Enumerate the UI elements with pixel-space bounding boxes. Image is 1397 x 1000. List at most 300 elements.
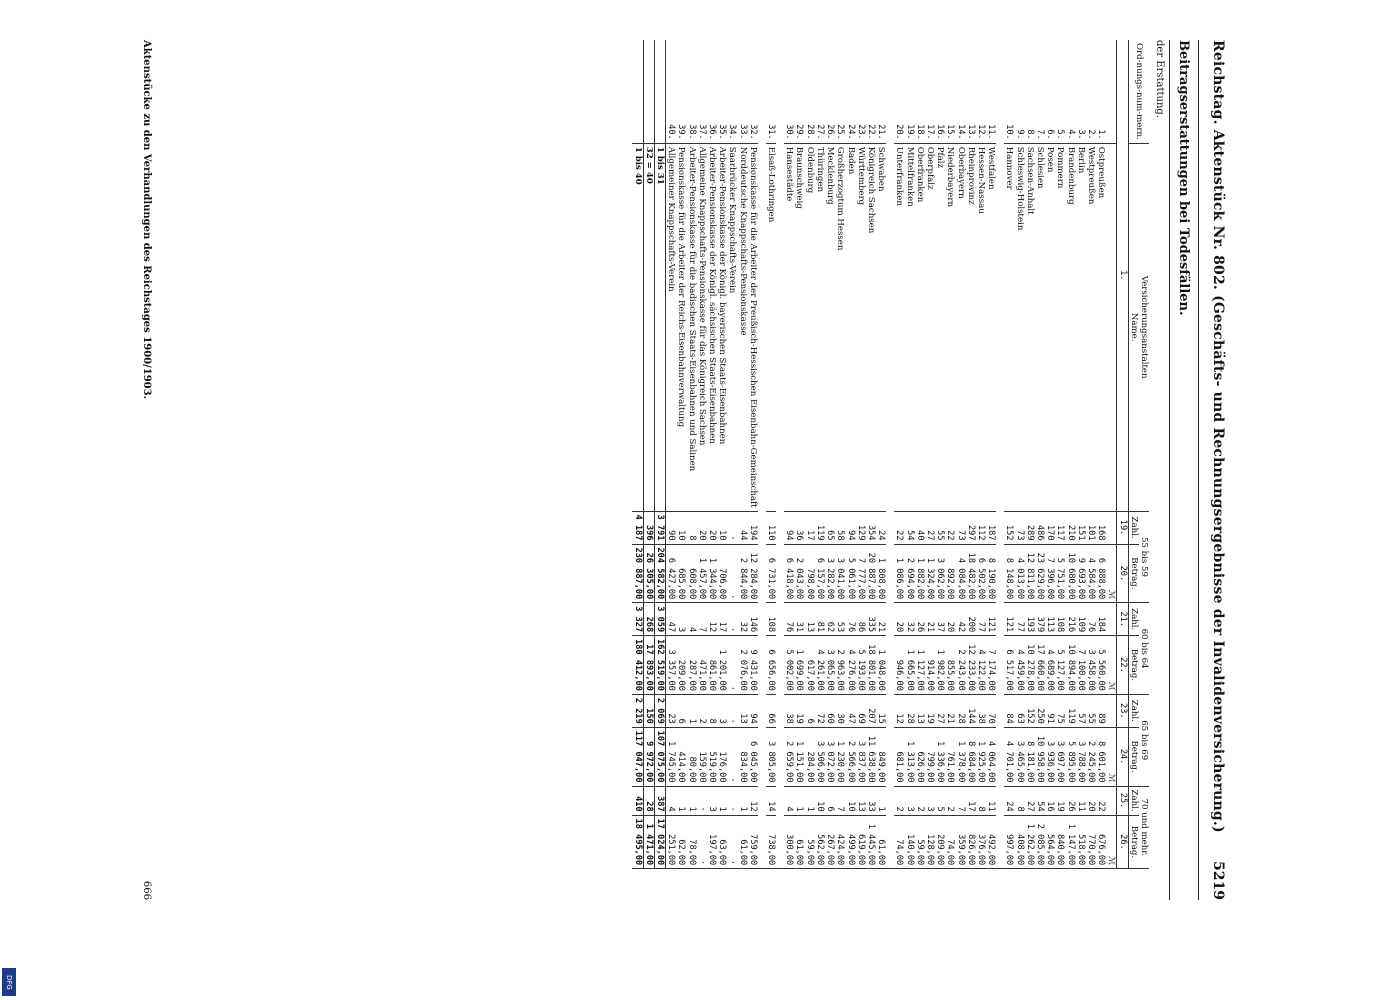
cell-z2: 12 — [707, 603, 717, 636]
cell-z2: · — [727, 603, 737, 636]
gap-cell — [886, 40, 894, 869]
cell-sum-b4: 17 024,00 — [654, 815, 665, 869]
cell-z2: 81 — [815, 603, 825, 636]
header-title: Reichstag. Aktenstück Nr. 802. (Geschäfts- und Rechnungsergebnisse der Invalidenversicherung.) — [1210, 40, 1226, 833]
cell-b1: 6 888,00 — [1096, 544, 1106, 603]
cell-b4: 62,00 — [676, 815, 686, 869]
cell-z1: 90 — [666, 511, 677, 544]
cell-ord: 12. — [976, 40, 986, 143]
cell-b3: 799,00 — [925, 727, 935, 786]
cell-b4: 826,00 — [966, 815, 976, 869]
cell-name: Oberfranken — [915, 143, 925, 511]
cell-z2: 4 — [686, 603, 696, 636]
table-row — [1076, 40, 1086, 869]
cell-z3: 6 — [676, 694, 686, 727]
cell-z2: 20 — [945, 603, 955, 636]
cell-b3: 11 638,00 — [866, 727, 876, 786]
cell-ord: 34. — [727, 40, 737, 143]
cell-b4: 376,00 — [976, 815, 986, 869]
table-row — [1025, 40, 1035, 869]
cell-z2: 76 — [1086, 603, 1096, 636]
cell-z4: 4 — [784, 786, 794, 815]
cell-sum-z2: 3 059 — [654, 603, 665, 636]
cell-sum-z4: 28 — [643, 786, 654, 815]
cell-b3: 3 837,00 — [856, 727, 866, 786]
cell-z3: 69 — [856, 694, 866, 727]
cell-b3: 176,00 — [717, 727, 727, 786]
cell-name: Pensionskasse für die Arbeiter der Reichs-Eisenbahnverwaltung — [676, 143, 686, 511]
table-row — [737, 40, 747, 869]
table-row — [717, 40, 727, 869]
cell-b1: 23 629,00 — [1035, 544, 1045, 603]
table-body — [632, 40, 1128, 869]
cell-b3: 3 506,00 — [815, 727, 825, 786]
cell-sum-b1: 230 887,00 — [632, 544, 643, 603]
cell-z4: 8 — [976, 786, 986, 815]
cell-sum-b4: 18 495,00 — [632, 815, 643, 869]
cell-name: Berlin — [1076, 143, 1086, 511]
cell-b1: 12 284,00 — [748, 544, 758, 603]
table-row — [1004, 40, 1014, 869]
cell-sum-b3: 107 075,00 — [654, 727, 665, 786]
cell-name: Schwaben — [876, 143, 886, 511]
cell-ord: 30. — [784, 40, 794, 143]
cell-z1: 55 — [935, 511, 945, 544]
table-row — [794, 40, 804, 869]
cell-z2: 3 — [676, 603, 686, 636]
cell-z1: 152 — [1004, 511, 1014, 544]
cell-z1: 354 — [866, 511, 876, 544]
cell-b1: 2 043,00 — [794, 544, 804, 603]
cell-sum-spacer — [654, 40, 665, 143]
cell-name: Brandenburg — [1065, 143, 1075, 511]
cell-z4: 6 — [825, 786, 835, 815]
cell-b1: 7 396,00 — [1045, 544, 1055, 603]
cell-z3: 3 — [717, 694, 727, 727]
cell-name: Pommern — [1055, 143, 1065, 511]
column-number: 23. — [1117, 694, 1128, 727]
cell-b2: 209,00 — [676, 636, 686, 695]
header-page-number: 5219 — [1210, 861, 1226, 900]
cell-z2: 20 — [894, 603, 904, 636]
cell-name: Baden — [845, 143, 855, 511]
row-gap — [758, 40, 766, 869]
cell-z4: 8 — [1014, 786, 1024, 815]
cell-z3: 57 — [1076, 694, 1086, 727]
table-row — [727, 40, 737, 869]
table-row — [666, 40, 677, 869]
cell-b1: 8 148,00 — [1004, 544, 1014, 603]
cell-b4: 408,00 — [1014, 815, 1024, 869]
cell-name: Oberbayern — [955, 143, 965, 511]
cell-b1: 4 584,00 — [1086, 544, 1096, 603]
table-row — [1045, 40, 1055, 869]
cell-z1: 22 — [945, 511, 955, 544]
cell-b4: 619,00 — [856, 815, 866, 869]
cell-z4: 3 — [925, 786, 935, 815]
cell-name: Pfalz — [935, 143, 945, 511]
cell-name: Arbeiter-Pensionskasse der Königl. sächsischen Staats-Eisenbahnen — [707, 143, 717, 511]
cell-b4: 562,00 — [815, 815, 825, 869]
cell-z4: 2 — [945, 786, 955, 815]
cell-z3: 60 — [825, 694, 835, 727]
cell-z2: 108 — [1055, 603, 1065, 636]
cell-z2: 113 — [1045, 603, 1055, 636]
cell-sum-b3: 117 047,00 — [632, 727, 643, 786]
cell-b3: 1 378,00 — [955, 727, 965, 786]
cell-z3: 23 — [666, 694, 677, 727]
cell-ord: 11. — [986, 40, 996, 143]
reference-text: der Erstattung. — [1154, 40, 1165, 118]
cell-b3: 3 805,00 — [766, 727, 776, 786]
table-group-header-row — [1139, 40, 1149, 869]
cell-b1: 10 680,00 — [1065, 544, 1075, 603]
table-row — [784, 40, 794, 869]
cell-z4: 17 — [966, 786, 976, 815]
cell-b3: 5 895,00 — [1065, 727, 1075, 786]
table-row — [825, 40, 835, 869]
cell-z1: 54 — [904, 511, 914, 544]
cell-sum-label: 32 = 40 — [643, 143, 654, 511]
col-header-ord: Ord-nungs-num-mern. — [1128, 40, 1149, 143]
cell-b4: 564,00 — [1045, 815, 1055, 869]
cell-b2: 3 357,00 — [666, 636, 677, 695]
cell-z2: 21 — [876, 603, 886, 636]
cell-z3: 38 — [784, 694, 794, 727]
cell-z4: 1 — [676, 786, 686, 815]
cell-sum-spacer — [632, 40, 643, 143]
table-row — [925, 40, 935, 869]
cell-name: Württemberg — [856, 143, 866, 511]
cell-ord: 3. — [1076, 40, 1086, 143]
cell-b4: 61,00 — [737, 815, 747, 869]
cell-z2: 76 — [845, 603, 855, 636]
cell-ord: 9. — [1014, 40, 1024, 143]
cell-b4: 300,00 — [784, 815, 794, 869]
col-zahl-4: Zahl. — [1128, 786, 1139, 815]
cell-b2: 471,00 — [697, 636, 707, 695]
cell-z1: 10 — [717, 511, 727, 544]
cell-b4: 676,00 — [1096, 815, 1106, 869]
cell-name: Thüringen — [815, 143, 825, 511]
cell-sum-z4: 387 — [654, 786, 665, 815]
table-row — [1055, 40, 1065, 869]
cell-b3: 1 745,00 — [666, 727, 677, 786]
cell-z2: 216 — [1065, 603, 1075, 636]
table-row — [748, 40, 758, 869]
cell-z1: 8 — [686, 511, 696, 544]
cell-name: Norddeutsche Knappschafts-Pensionskasse — [737, 143, 747, 511]
cell-ord: 21. — [876, 40, 886, 143]
cell-z3: 13 — [737, 694, 747, 727]
cell-b1: 12 811,00 — [1025, 544, 1035, 603]
table-row — [1035, 40, 1045, 869]
unit-mark: ℳ — [1106, 727, 1117, 786]
col-zahl-3: Zahl. — [1128, 694, 1139, 727]
cell-z2: 335 — [866, 603, 876, 636]
cell-ord: 33. — [737, 40, 747, 143]
cell-sum-label: 1 bis 40 — [632, 143, 643, 511]
cell-b1: 20 887,00 — [866, 544, 876, 603]
column-number: 1. — [1117, 40, 1128, 511]
cell-name: Hannover — [1004, 143, 1014, 511]
cell-name: Oberpfalz — [925, 143, 935, 511]
cell-name: Arbeiter-Pensionskasse der Königl. bayerischen Staats-Eisenbahnen — [717, 143, 727, 511]
cell-z1: 65 — [825, 511, 835, 544]
col-betrag-2: Betrag. — [1128, 636, 1139, 695]
cell-b4: 359,00 — [955, 815, 965, 869]
cell-b4: · — [727, 815, 737, 869]
cell-b1: 608,00 — [686, 544, 696, 603]
cell-b3: 3 788,00 — [1076, 727, 1086, 786]
cell-z3: 84 — [1004, 694, 1014, 727]
cell-name: Allgemeiner Knappschafts-Verein — [666, 143, 677, 511]
cell-b2: 5 002,00 — [784, 636, 794, 695]
cell-b3: 80,00 — [686, 727, 696, 786]
cell-ord: 25. — [835, 40, 845, 143]
cell-name: Mittelfranken — [904, 143, 914, 511]
cell-sum-spacer — [643, 40, 654, 143]
cell-ord: 7. — [1035, 40, 1045, 143]
cell-z1: 168 — [1096, 511, 1106, 544]
cell-b3: 3 072,00 — [825, 727, 835, 786]
cell-b2: 6 656,00 — [766, 636, 776, 695]
cell-b1: 6 502,00 — [976, 544, 986, 603]
cell-z3: 28 — [955, 694, 965, 727]
cell-b2: 18 801,00 — [866, 636, 876, 695]
cell-z4: 7 — [835, 786, 845, 815]
cell-name: Westfalen — [986, 143, 996, 511]
table-row — [904, 40, 914, 869]
cell-ord: 19. — [904, 40, 914, 143]
table-row — [766, 40, 776, 869]
column-number: 26. — [1117, 815, 1128, 869]
cell-b2: 17 660,00 — [1035, 636, 1045, 695]
cell-z4: 1 — [737, 786, 747, 815]
col-group-65: 65 bis 69 — [1139, 694, 1149, 786]
cell-ord: 13. — [966, 40, 976, 143]
cell-b1: 8 190,00 — [986, 544, 996, 603]
cell-b1: 1 086,00 — [894, 544, 904, 603]
column-number: 25. — [1117, 786, 1128, 815]
cell-z1: 110 — [766, 511, 776, 544]
cell-z2: 193 — [1025, 603, 1035, 636]
cell-ord: 28. — [805, 40, 815, 143]
cell-z4: 27 — [1025, 786, 1035, 815]
cell-z1: 187 — [986, 511, 996, 544]
cell-z3: 94 — [748, 694, 758, 727]
cell-z4: 24 — [1004, 786, 1014, 815]
cell-z3: 207 — [866, 694, 876, 727]
cell-z2: 77 — [976, 603, 986, 636]
cell-b3: 284,00 — [805, 727, 815, 786]
cell-b2: 10 278,00 — [1025, 636, 1035, 695]
cell-b2: 1 127,00 — [915, 636, 925, 695]
cell-b2: 4 276,00 — [845, 636, 855, 695]
cell-z4: 5 — [935, 786, 945, 815]
cell-b2: 914,00 — [925, 636, 935, 695]
cell-z4: 54 — [1035, 786, 1045, 815]
cell-name: Hansestädte — [784, 143, 794, 511]
cell-ord: 24. — [845, 40, 855, 143]
cell-b2: 5 127,00 — [1055, 636, 1065, 695]
sum-row — [654, 40, 665, 869]
cell-b2: 1 201,00 — [717, 636, 727, 695]
cell-z4: 3 — [707, 786, 717, 815]
column-number: 24. — [1117, 727, 1128, 786]
cell-name: Schlesien — [1035, 143, 1045, 511]
cell-z3: 8 — [707, 694, 717, 727]
cell-b4: 61,00 — [876, 815, 886, 869]
rotated-page — [115, 30, 1245, 910]
cell-b3: 414,00 — [676, 727, 686, 786]
data-table-wrapper — [632, 40, 1149, 900]
cell-z4: 4 — [666, 786, 677, 815]
cell-name: Pensionskasse für die Arbeiter der Preußisch-Hessischen Eisenbahn-Gemeinschaft — [748, 143, 758, 511]
cell-b1: 1 324,00 — [925, 544, 935, 603]
cell-b2: 1 982,00 — [935, 636, 945, 695]
cell-z1: 27 — [925, 511, 935, 544]
cell-z2: 47 — [666, 603, 677, 636]
unit-mark: ℳ — [1106, 815, 1117, 869]
cell-b3: 6 045,00 — [748, 727, 758, 786]
cell-b3: 761,00 — [945, 727, 955, 786]
cell-b4: 1 147,00 — [1065, 815, 1075, 869]
cell-z3: 152 — [1025, 694, 1035, 727]
cell-b1: 1 457,00 — [697, 544, 707, 603]
cell-b2: 2 243,00 — [955, 636, 965, 695]
cell-b3: 4 701,00 — [1004, 727, 1014, 786]
cell-b1: 5 751,00 — [1055, 544, 1065, 603]
cell-z2: 13 — [805, 603, 815, 636]
cell-z1: 17 — [805, 511, 815, 544]
unit-spacer — [1106, 603, 1117, 636]
cell-z3: 75 — [1055, 694, 1065, 727]
cell-sum-b2: 162 519,00 — [654, 636, 665, 695]
table-row — [686, 40, 696, 869]
col-betrag-4: Betrag. — [1128, 815, 1139, 869]
cell-ord: 36. — [707, 40, 717, 143]
cell-b1: 4 013,00 — [1014, 544, 1024, 603]
cell-z2: 379 — [1035, 603, 1045, 636]
cell-sum-z4: 410 — [632, 786, 643, 815]
cell-z3: 66 — [766, 694, 776, 727]
cell-ord: 20. — [894, 40, 904, 143]
col-header-name — [1128, 143, 1149, 511]
cell-b1: 1 882,00 — [915, 544, 925, 603]
cell-z1: 297 — [966, 511, 976, 544]
cell-ord: 6. — [1045, 40, 1055, 143]
cell-z1: 36 — [794, 511, 804, 544]
cell-b3: 3 697,00 — [1055, 727, 1065, 786]
unit-spacer — [1106, 786, 1117, 815]
cell-b4: 59,00 — [915, 815, 925, 869]
cell-z2: 53 — [835, 603, 845, 636]
cell-z1: 44 — [737, 511, 747, 544]
cell-ord: 32. — [748, 40, 758, 143]
cell-name: Oldenburg — [805, 143, 815, 511]
cell-b2: 287,00 — [686, 636, 696, 695]
table-row — [856, 40, 866, 869]
cell-b1: 6 418,00 — [784, 544, 794, 603]
cell-b1: 6 731,00 — [766, 544, 776, 603]
cell-z2: 184 — [1096, 603, 1106, 636]
cell-z2: 21 — [925, 603, 935, 636]
cell-z4: 10 — [845, 786, 855, 815]
cell-name: Schleswig-Holstein — [1014, 143, 1024, 511]
cell-ord: 37. — [697, 40, 707, 143]
footer-page-number: 666 — [141, 880, 152, 900]
footer-source: Aktenstücke zu den Verhandlungen des Reichstages 1900/1903. — [141, 40, 152, 400]
cell-z4: 2 — [915, 786, 925, 815]
column-number: 21. — [1117, 603, 1128, 636]
cell-b1: 5 061,00 — [845, 544, 855, 603]
row-gap — [886, 40, 894, 869]
gap-cell — [996, 40, 1004, 869]
cell-b3: 4 064,00 — [986, 727, 996, 786]
cell-sum-b2: 180 412,00 — [632, 636, 643, 695]
col-betrag-1: Betrag. — [1128, 544, 1139, 603]
cell-ord: 26. — [825, 40, 835, 143]
table-row — [966, 40, 976, 869]
data-table — [632, 40, 1149, 869]
cell-name: Sachsen-Anhalt — [1025, 143, 1035, 511]
cell-z3: 6 — [805, 694, 815, 727]
unit-spacer — [1106, 143, 1117, 511]
cell-b1: 798,00 — [805, 544, 815, 603]
cell-z1: 101 — [1086, 511, 1096, 544]
cell-b3: 1 313,00 — [904, 727, 914, 786]
cell-b2: 7 100,00 — [1076, 636, 1086, 695]
cell-b2: 12 233,00 — [966, 636, 976, 695]
cell-z2: 31 — [794, 603, 804, 636]
cell-b1: 7 777,00 — [856, 544, 866, 603]
cell-b3: 8 181,00 — [1025, 727, 1035, 786]
cell-name: Braunschweig — [794, 143, 804, 511]
cell-b4: 1 262,00 — [1025, 815, 1035, 869]
cell-b2: 3 065,00 — [825, 636, 835, 695]
cell-name: Arbeiter-Pensionskasse für die badischen Staats-Eisenbahnen und Salinen — [686, 143, 696, 511]
cell-name: Großherzogtum Hessen — [835, 143, 845, 511]
cell-z1: 151 — [1076, 511, 1086, 544]
cell-b3: 681,00 — [894, 727, 904, 786]
cell-z1: 210 — [1065, 511, 1075, 544]
cell-z3: 38 — [976, 694, 986, 727]
column-number: 19. — [1117, 511, 1128, 544]
cell-z3: 91 — [1045, 694, 1055, 727]
cell-b1: · — [727, 544, 737, 603]
table-row — [894, 40, 904, 869]
cell-z1: 73 — [1014, 511, 1024, 544]
cell-b4: 492,00 — [986, 815, 996, 869]
cell-b2: 5 193,00 — [856, 636, 866, 695]
cell-b1: 18 482,00 — [966, 544, 976, 603]
cell-z3: · — [727, 694, 737, 727]
cell-sum-z2: 268 — [643, 603, 654, 636]
table-row — [676, 40, 686, 869]
cell-sum-z3: 2 219 — [632, 694, 643, 727]
cell-z3: 63 — [1014, 694, 1024, 727]
cell-z4: 22 — [1096, 786, 1106, 815]
col-betrag-3: Betrag. — [1128, 727, 1139, 786]
cell-ord: 4. — [1065, 40, 1075, 143]
col-zahl-1: Zahl. — [1128, 511, 1139, 544]
table-row — [935, 40, 945, 869]
cell-z1: 40 — [915, 511, 925, 544]
cell-name: Mecklenburg — [825, 143, 835, 511]
unit-spacer — [1106, 511, 1117, 544]
cell-b1: 1 344,00 — [707, 544, 717, 603]
